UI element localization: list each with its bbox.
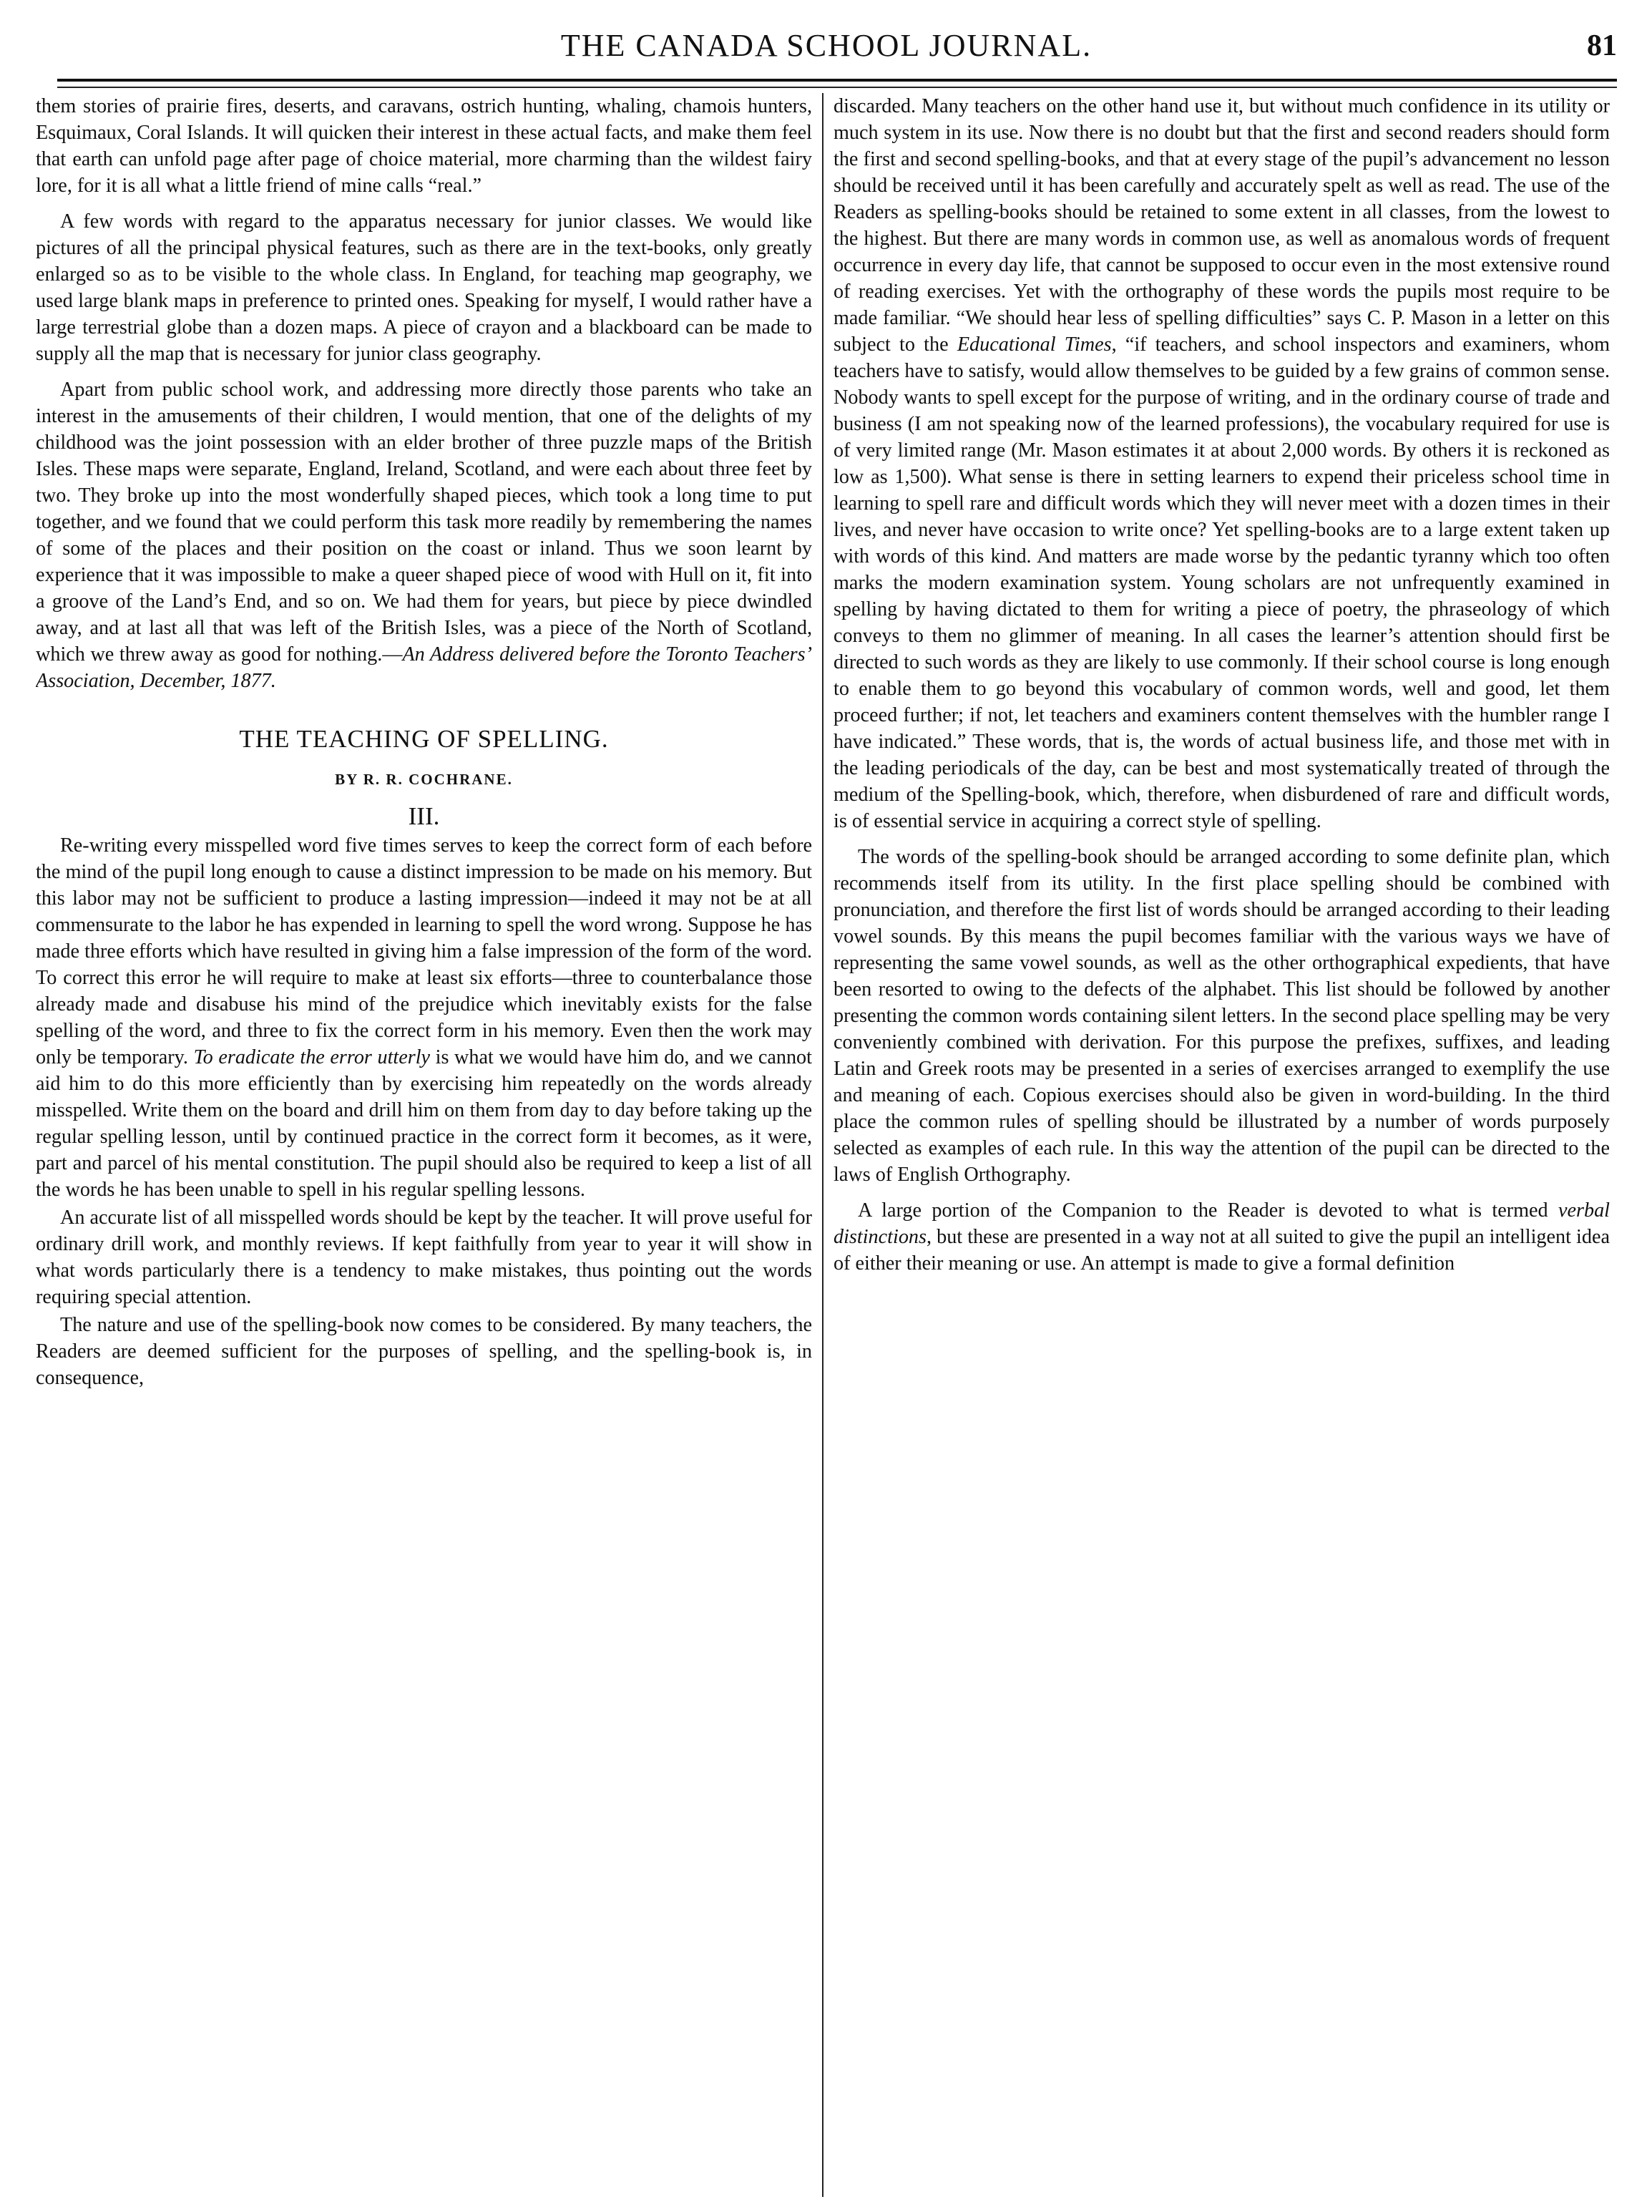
article-title: THE TEACHING OF SPELLING. <box>239 725 609 753</box>
paragraph-text: Re-writing every misspelled word five times serves to keep the correct form of each before the mind of the pupil long enough to cause a distinct impression to be made on his memory. But this labor may not be sufficient to produce a lasting impression—indeed it may not be at all commensurate to the labor he has expended in learning to spell the word wrong. Suppose he has made three efforts which have resulted in giving him a false impression of the form of the word. To correct this error he will require to make at least six efforts—three to counterbalance those already made and disabuse his mind of the prejudice which inevitably exists for the false spelling of the word, and three to fix the correct form in his memory. Even then the work may only be temporary. <box>36 834 812 1068</box>
paragraph-text: , but these are presented in a way not at all suited to give the pupil an intelligent idea of either their meaning or use. An attempt is made to give a formal definition <box>834 1226 1610 1275</box>
source-citation: An Address delivered before the Toronto Teachers’ Association, December, 1877. <box>36 643 812 692</box>
header-rule-thin <box>57 87 1617 88</box>
paragraph-text: discarded. Many teachers on the other hand use it, but without much confidence in its utility or much system in its use. Now there is no doubt but that the first and second readers should form the first and second spelling-books, and that at every stage of the pupil’s advancement no lesson should be received until it has been carefully and accurately spelt as well as read. The use of the Readers as spelling-books should be retained to some extent in all classes, from the lowest to the highest. But there are many words in common use, as well as anomalous words of frequent occurrence in every day life, that cannot be supposed to occur even in the most extensive round of reading exercises. Yet with the orthography of these words the pupils most require to be made familiar. “We should hear less of spelling difficulties” says C. P. Mason in a letter on this subject to the <box>834 95 1610 356</box>
page-header <box>36 21 1617 66</box>
header-rule-thick <box>57 79 1617 82</box>
paragraph-text: is what we would have him do, and we cannot aid him to do this more efficiently than by exercising him repeatedly on the words already misspelled. Write them on the board and drill him on them from day to day before taking up the regular spelling lesson, until by continued practice in the correct form it becomes, as it were, part and parcel of his mental constitution. The pupil should also be required to keep a list of all the words he has been unable to spell in his regular spelling lessons. <box>36 1046 812 1201</box>
paragraph-text: A large portion of the Companion to the Reader is devoted to what is termed <box>858 1199 1558 1222</box>
left-column <box>36 93 822 2197</box>
running-title: THE CANADA SCHOOL JOURNAL. <box>560 28 1093 63</box>
right-column <box>823 93 1610 2197</box>
paragraph: The words of the spelling-book should be arranged according to some definite plan, which recommends itself from its utility. In the first place spelling should be combined with pronunciation, and therefore the first list of words should be arranged according to their leading vowel sounds. By this means the pupil becomes familiar with the various ways we have of representing the same vowel sounds, as well as the other orthographical expedients, that have been resorted to owing to the defects of the alphabet. This list should be followed by another presenting the common words containing silent letters. In the second place spelling may be very conveniently combined with derivation. For this purpose the prefixes, suffixes, and leading Latin and Greek roots may be presented in a series of exercises arranged to exemplify the use and meaning of each. Copious exercises should also be given in word-building. In the third place the common rules of spelling should be illustrated by a number of words purposely selected as examples of each rule. In this way the attention of the pupil can be directed to the laws of English Orthography. <box>834 846 1610 1186</box>
emphasis: To eradicate the error utterly <box>193 1046 431 1068</box>
page-number: 81 <box>1587 29 1617 62</box>
paragraph-text: Apart from public school work, and addressing more directly those parents who take an interest in the amusements of their children, I would mention, that one of the delights of my childhood was the joint possession with an elder brother of three puzzle maps of the British Isles. These maps were separate, England, Ireland, Scotland, and were each about three feet by two. They broke up into the most wonderfully shaped pieces, which took a long time to put together, and we found that we could perform this task more readily by remembering the names of some of the places and their position on the coast or inland. Thus we soon learnt by experience that it was impossible to make a queer shaped piece of wood with Hull on it, fit into a groove of the Land’s End, and so on. We had them for years, but piece by piece dwindled away, and at last all that was left of the British Isles, was a piece of the North of Scotland, which we threw away as good for nothing.— <box>36 379 812 666</box>
journal-page <box>36 21 1617 2197</box>
paragraph-text: , “if teachers, and school inspectors and examiners, whom teachers have to satisfy, would allow themselves to be guided by a few grains of common sense. Nobody wants to spell except for the purpose of writing, and in the ordinary course of trade and business (I am not speaking now of the learned professions), the vocabulary required for use is of very limited range (Mr. Mason estimates it at about 2,000 words. By others it is reckoned as low as 1,500). What sense is there in setting learners to expend their priceless school time in learning to spell rare and difficult words which they will never meet with a dozen times in their lives, and never have occasion to write once? Yet spelling-books are to a large extent taken up with words of this kind. And matters are made worse by the pedantic tyranny which too often marks the modern examination system. Young scholars are not unfrequently examined in spelling by having dictated to them for writing a piece of poetry, the phraseology of which conveys to them no glimmer of meaning. In all cases the learner’s attention should first be directed to such words as they are likely to use commonly. If their school course is long enough to enable them to go beyond this vocabulary of common words, well and good, let them proceed further; if not, let teachers and examiners content themselves with the humbler range I have indicated.” These words, that is, the words of actual business life, and those met with in the leading periodicals of the day, can be best and most systematically treated of through the medium of the Spelling-book, which, therefore, when disburdened of rare and difficult words, is of essential service in acquiring a correct style of spelling. <box>834 333 1610 832</box>
part-number: III. <box>408 802 440 830</box>
paragraph <box>834 1197 1610 1277</box>
paragraph <box>36 376 812 694</box>
periodical-title: Educational Times <box>957 333 1112 356</box>
emphasis: verbal distinctions <box>834 1199 1610 1248</box>
paragraph: An accurate list of all misspelled words should be kept by the teacher. It will prove useful for ordinary drill work, and monthly reviews. If kept faithfully from year to year it will show in what words particularly there is a tendency to make mistakes, thus pointing out the words requiring special attention. <box>36 1207 812 1308</box>
text-columns <box>36 93 1617 2197</box>
paragraph: A few words with regard to the apparatus necessary for junior classes. We would like pictures of all the principal physical features, such as there are in the text-books, only greatly enlarged so as to be visible to the whole class. In England, for teaching map geography, we used large blank maps in preference to printed ones. Speaking for myself, I would rather have a large terrestrial globe than a dozen maps. A piece of crayon and a blackboard can be made to supply all the map that is necessary for junior class geography. <box>36 210 812 365</box>
paragraph <box>834 93 1610 834</box>
paragraph <box>36 832 812 1203</box>
paragraph: them stories of prairie fires, deserts, and caravans, ostrich hunting, whaling, chamois hunters, Esquimaux, Coral Islands. It will quicken their interest in these actual facts, and make them feel that earth can unfold page after page of choice material, more charming than the wildest fairy lore, for it is all what a little friend of mine calls “real.” <box>36 95 812 197</box>
article-byline: BY R. R. COCHRANE. <box>335 771 513 788</box>
paragraph: The nature and use of the spelling-book now comes to be considered. By many teachers, the Readers are deemed sufficient for the purposes of spelling, and the spelling-book is, in consequence, <box>36 1314 812 1389</box>
